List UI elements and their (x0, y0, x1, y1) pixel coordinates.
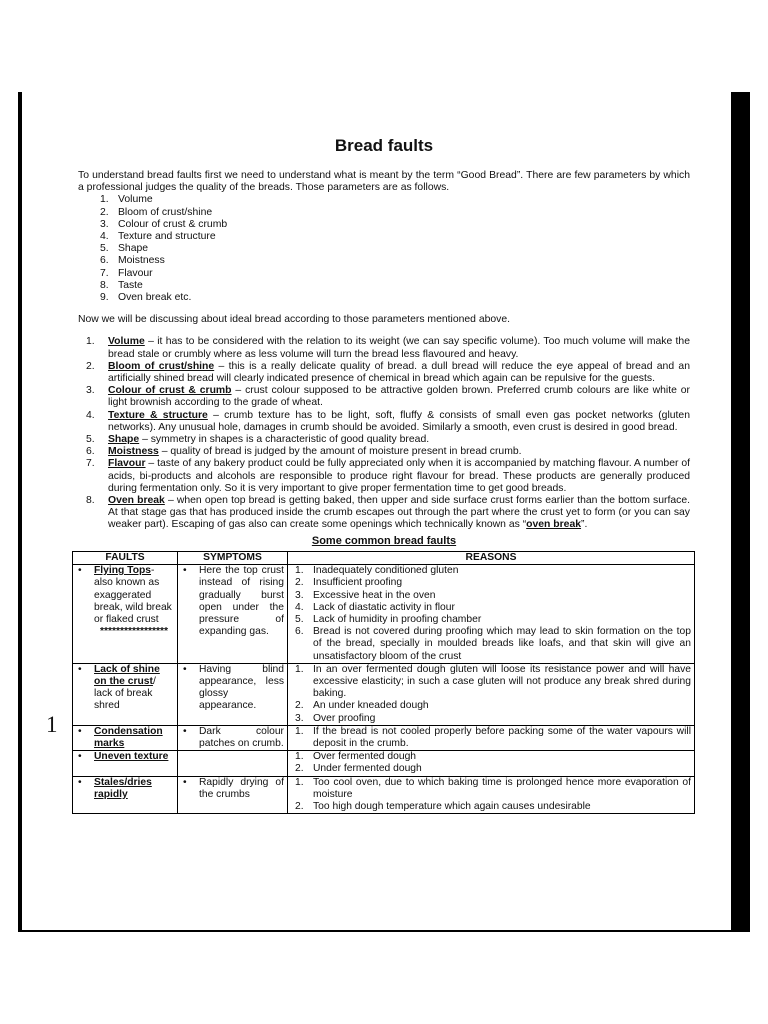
parameter-label: Bloom of crust/shine (118, 206, 213, 218)
reason-item (291, 577, 691, 589)
parameter-label: Flavour (118, 267, 153, 279)
parameter-item (78, 280, 690, 292)
ideal-text: – crumb texture has to be light, soft, fluffy & consists of small even gas pocket networks (gluten networks). Any unusual hole, damages in crumb should be avoided. Similarly a smooth, even crust is desired in good bread. (108, 409, 690, 433)
item-number: 3. (100, 218, 109, 230)
ideal-term: Shape (108, 434, 140, 446)
reason-item (291, 726, 691, 750)
reason-item (291, 700, 691, 712)
symptom-cell (178, 751, 288, 776)
parameter-item (78, 219, 690, 231)
page-title: Bread faults (334, 136, 434, 155)
item-number: 1. (295, 776, 304, 788)
ideal-item (78, 434, 690, 446)
item-number: 4. (295, 601, 304, 613)
fault-bullet (76, 751, 174, 763)
ideal-item (78, 458, 690, 495)
fault-name: Stales/dries rapidly (94, 776, 152, 800)
reason-item (291, 664, 691, 701)
ideal-item (78, 336, 690, 360)
parameter-item (78, 231, 690, 243)
reason-text: Under fermented dough (313, 763, 422, 775)
reason-text: Lack of humidity in proofing chamber (313, 613, 482, 625)
ideal-text: – quality of bread is judged by the amount of moisture present in bread crumb. (158, 446, 522, 458)
fault-text (94, 726, 174, 750)
reason-text: Excessive heat in the oven (313, 589, 436, 601)
ideal-intro-paragraph: Now we will be discussing about ideal bread according to those parameters mentioned above. (78, 314, 511, 326)
ideal-text: – crust colour supposed to be attractive golden brown. Preferred crumb colours are like white or light brownish according to the grade of wheat. (108, 385, 691, 409)
table-row (73, 663, 695, 725)
reason-text: If the bread is not cooled properly before packing some of the water vapours will deposit in the crumb. (313, 725, 691, 749)
symptom-text: Rapidly drying of the crumbs (199, 776, 284, 800)
symptom-text: Dark colour patches on crumb. (199, 725, 284, 749)
symptom-cell (178, 565, 288, 664)
parameter-label: Colour of crust & crumb (118, 218, 228, 230)
reason-item (291, 763, 691, 775)
ideal-term: Volume (108, 336, 145, 348)
table-row (73, 751, 695, 776)
ideal-item (78, 385, 690, 409)
reason-text: Over proofing (313, 712, 376, 724)
page-border-left (18, 92, 22, 930)
bullet-icon: • (78, 776, 82, 788)
fault-text (94, 664, 174, 713)
ideal-text: – when open top bread is getting baked, then upper and side surface crust forms earlier than the bottom surface. At that stage gas that has produced inside the crumb escapes out through the part where the crust yet to form (or you can say weaker part). Escaping of gas also can create some openings which technically known as “ (108, 495, 690, 531)
item-number: 1. (295, 565, 304, 577)
item-number: 7. (86, 458, 95, 470)
fault-cell (73, 565, 178, 664)
parameter-item (78, 268, 690, 280)
reason-item (291, 713, 691, 725)
item-number: 2. (100, 206, 109, 218)
ideal-term: Moistness (108, 446, 159, 458)
reason-item (291, 614, 691, 626)
reason-item (291, 777, 691, 801)
parameter-label: Moistness (118, 255, 165, 267)
parameter-label: Volume (118, 194, 153, 206)
reason-item (291, 590, 691, 602)
fault-bullet (76, 664, 174, 713)
ideal-term: Flavour (108, 458, 146, 470)
fault-cell (73, 663, 178, 725)
reasons-cell (288, 565, 695, 664)
symptom-bullet (181, 664, 284, 713)
item-number: 2. (295, 577, 304, 589)
symptom-text: Having blind appearance, less glossy appearance. (199, 663, 284, 712)
fault-bullet (76, 565, 174, 638)
fault-name: Lack of shine on the crust (94, 663, 160, 687)
reason-text: Insufficient proofing (313, 577, 403, 589)
parameters-list (78, 194, 690, 304)
fault-cell (73, 751, 178, 776)
ideal-term: Oven break (108, 495, 165, 507)
ideal-item (78, 446, 690, 458)
ideal-text: – it has to be considered with the relation to its weight (we can say specific volume). Too much volume will make the bread stale or crumbly where as less volume will turn the bread less flavoured and heavy. (108, 336, 690, 360)
parameter-item (78, 194, 690, 206)
fault-name: Uneven texture (94, 751, 169, 763)
reason-item (291, 626, 691, 663)
reason-text: An under kneaded dough (313, 700, 429, 712)
reason-text: In an over fermented dough gluten will loose its resistance power and will have excessive elasticity; in such a case gluten will not produce any break shred during baking. (313, 663, 691, 700)
ideal-term-inline: oven break (526, 519, 582, 531)
reasons-cell (288, 776, 695, 814)
header-reasons: REASONS (288, 551, 695, 564)
reason-item (291, 602, 691, 614)
reasons-cell (288, 725, 695, 750)
fault-stars: ***************** (99, 626, 169, 638)
fault-cell (73, 725, 178, 750)
ideal-item (78, 361, 690, 385)
intro-paragraph: To understand bread faults first we need to understand what is meant by the term “Good Bread”. There are few parameters by which a professional judges the quality of the breads. Those parameters are as follows. (78, 170, 690, 194)
ideal-text-end: ”. (581, 519, 588, 531)
bullet-icon: • (183, 776, 187, 788)
bread-faults-table (72, 551, 695, 814)
item-number: 7. (100, 267, 109, 279)
symptom-cell (178, 776, 288, 814)
item-number: 5. (100, 243, 109, 255)
ideal-term: Colour of crust & crumb (108, 385, 232, 397)
table-header-row (73, 551, 695, 564)
bullet-icon: • (78, 725, 82, 737)
table-title: Some common bread faults (311, 534, 457, 547)
ideal-item (78, 495, 690, 532)
fault-name: Condensation marks (94, 725, 163, 749)
fault-text (94, 565, 174, 638)
header-faults: FAULTS (73, 551, 178, 564)
item-number: 3. (295, 712, 304, 724)
item-number: 4. (86, 409, 95, 421)
item-number: 8. (86, 495, 95, 507)
ideal-bread-list (78, 336, 690, 531)
bullet-icon: • (183, 565, 187, 577)
fault-bullet (76, 777, 174, 801)
item-number: 5. (295, 613, 304, 625)
ideal-text: – taste of any bakery product could be fully appreciated only when it is accompanied by matching flavour. A number of acids, bi-products and alcohols are responsible to produce right flavour for bread. These products are generally produced during fermentation only. So it is very important to give proper fermentation time to get good breads. (108, 458, 690, 494)
page-border-bottom (18, 930, 750, 932)
symptom-cell (178, 663, 288, 725)
fault-description: / lack of break shred (94, 675, 156, 712)
reason-text: Too cool oven, due to which baking time is prolonged hence more evaporation of moisture (313, 776, 691, 800)
reason-text: Over fermented dough (313, 751, 417, 763)
reason-text: Too high dough temperature which again causes undesirable (313, 800, 591, 812)
symptom-bullet (181, 777, 284, 801)
item-number: 1. (295, 725, 304, 737)
table-row (73, 725, 695, 750)
parameter-item (78, 207, 690, 219)
ideal-term: Bloom of crust/shine (108, 360, 215, 372)
parameter-item (78, 292, 690, 304)
document-body (78, 136, 690, 814)
reason-item (291, 801, 691, 813)
reason-item (291, 565, 691, 577)
item-number: 2. (295, 800, 304, 812)
item-number: 1. (86, 336, 95, 348)
reason-text: Lack of diastatic activity in flour (313, 601, 455, 613)
bullet-icon: • (183, 663, 187, 675)
item-number: 4. (100, 231, 109, 243)
reasons-cell (288, 663, 695, 725)
symptom-bullet (181, 726, 284, 750)
fault-description: - also known as exaggerated break, wild break or flaked crust (94, 565, 172, 625)
table-row (73, 565, 695, 664)
symptom-text: Here the top crust instead of rising gradually burst open under the pressure of expanding gas. (199, 565, 284, 638)
item-number: 6. (100, 255, 109, 267)
ideal-text: – symmetry in shapes is a characteristic of good quality bread. (139, 434, 430, 446)
item-number: 1. (295, 751, 304, 763)
ideal-text: – this is a really delicate quality of bread. a dull bread will reduce the eye appeal of bread and an artificially shined bread will clearly indicated presence of chemical in bread which again can be repulsive for the guests. (108, 360, 690, 385)
parameter-label: Texture and structure (118, 231, 216, 243)
parameter-label: Shape (118, 243, 149, 255)
item-number: 5. (86, 434, 95, 446)
header-symptoms: SYMPTOMS (178, 551, 288, 564)
parameter-item (78, 255, 690, 267)
symptom-cell (178, 725, 288, 750)
item-number: 6. (295, 626, 304, 638)
fault-name: Flying Tops (94, 565, 152, 577)
reasons-cell (288, 751, 695, 776)
item-number: 1. (295, 663, 304, 675)
parameter-label: Oven break etc. (118, 292, 192, 304)
page-border-right (731, 92, 750, 930)
item-number: 9. (100, 292, 109, 304)
fault-text (94, 777, 174, 801)
page-number: 1 (46, 712, 58, 737)
parameter-item (78, 243, 690, 255)
fault-cell (73, 776, 178, 814)
bullet-icon: • (183, 725, 187, 737)
item-number: 2. (295, 700, 304, 712)
item-number: 2. (295, 763, 304, 775)
reason-text: Inadequately conditioned gluten (313, 565, 459, 577)
ideal-item (78, 410, 690, 434)
symptom-bullet (181, 565, 284, 638)
fault-text (94, 751, 168, 763)
table-row (73, 776, 695, 814)
reason-text: Bread is not covered during proofing which may lead to skin formation on the top of the bread, specially in moulded breads like loafs, and that skin will give an unsatisfactory bloom of the crust (313, 626, 691, 662)
parameter-label: Taste (118, 279, 143, 291)
bullet-icon: • (78, 565, 82, 577)
item-number: 2. (86, 360, 95, 372)
item-number: 6. (86, 446, 95, 458)
fault-bullet (76, 726, 174, 750)
item-number: 8. (100, 279, 109, 291)
item-number: 1. (100, 194, 109, 206)
bullet-icon: • (78, 663, 82, 675)
bullet-icon: • (78, 751, 82, 763)
ideal-term: Texture & structure (108, 409, 208, 421)
item-number: 3. (295, 589, 304, 601)
item-number: 3. (86, 385, 95, 397)
reason-item (291, 751, 691, 763)
